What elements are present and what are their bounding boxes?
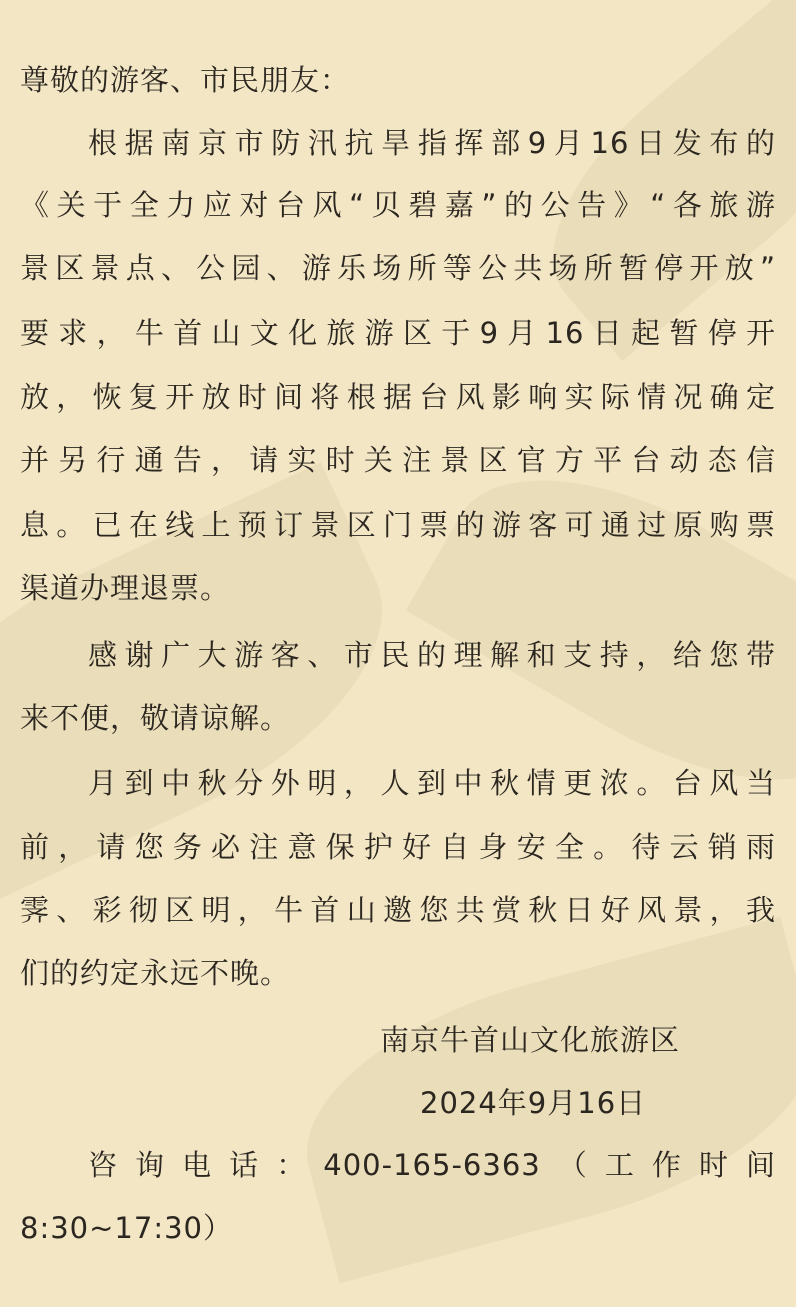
paragraph-1-line: 息。已在线上预订景区门票的游客可通过原购票 — [20, 508, 776, 542]
paragraph-2-line: 来不便，敬请谅解。 — [20, 701, 291, 735]
contact-hours: 8:30~17:30） — [20, 1211, 233, 1245]
paragraph-1-line: 根据南京市防汛抗旱指挥部9月16日发布的 — [88, 126, 776, 160]
contact-line: 咨询电话：400-165-6363（工作时间 — [88, 1148, 776, 1182]
paragraph-1-line: 渠道办理退票。 — [20, 571, 231, 605]
paragraph-3-line: 月到中秋分外明，人到中秋情更浓。台风当 — [88, 766, 776, 800]
signature-date: 2024年9月16日 — [420, 1086, 647, 1120]
paragraph-1-line: 放，恢复开放时间将根据台风影响实际情况确定 — [20, 380, 776, 414]
paragraph-1-line: 要求，牛首山文化旅游区于9月16日起暂停开 — [20, 316, 776, 350]
paragraph-2-line: 感谢广大游客、市民的理解和支持，给您带 — [88, 638, 776, 672]
paragraph-3-line: 前，请您务必注意保护好自身安全。待云销雨 — [20, 830, 776, 864]
greeting: 尊敬的游客、市民朋友： — [20, 63, 351, 97]
signature-org: 南京牛首山文化旅游区 — [380, 1023, 681, 1057]
paragraph-1-line: 并另行通告，请实时关注景区官方平台动态信 — [20, 443, 776, 477]
paragraph-3-line: 们的约定永远不晚。 — [20, 956, 291, 990]
paragraph-1-line: 《关于全力应对台风“贝碧嘉”的公告》“各旅游 — [20, 188, 776, 222]
paragraph-1-line: 景区景点、公园、游乐场所等公共场所暂停开放” — [20, 251, 776, 285]
paragraph-3-line: 霁、彩彻区明，牛首山邀您共赏秋日好风景，我 — [20, 893, 776, 927]
